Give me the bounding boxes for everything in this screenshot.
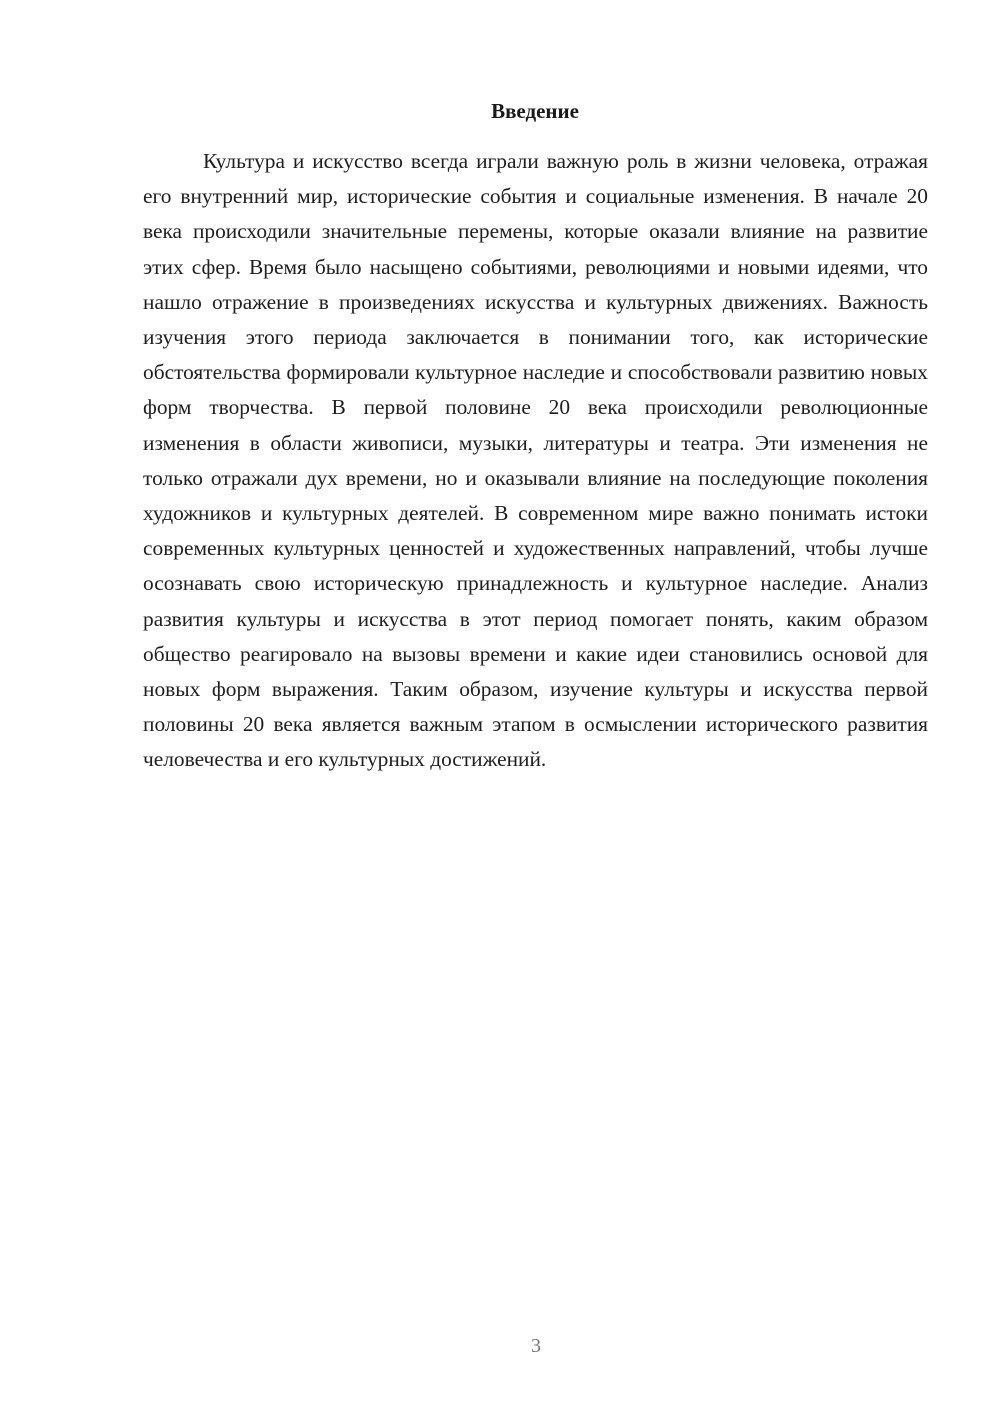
page-number: 3 xyxy=(531,1335,541,1357)
introduction-paragraph: Культура и искусство всегда играли важную роль в жизни человека, отражая его внутренний мир, исторические события и социальные изменения. В начале 20 века происходили значительные перемены, которые оказали влияние на развитие этих сфер. Время было насыщено событиями, революциями и новыми идеями, что нашло отражение в произведениях искусства и культурных движениях. Важность изучения этого периода заключается в понимании того, как исторические обстоятельства формировали культурное наследие и способствовали развитию новых форм творчества. В первой половине 20 века происходили революционные изменения в области живописи, музыки, литературы и театра. Эти изменения не только отражали дух времени, но и оказывали влияние на последующие поколения художников и культурных деятелей. В современном мире важно понимать истоки современных культурных ценностей и художественных направлений, чтобы лучше осознавать свою историческую принадлежность и культурное наследие. Анализ развития культуры и искусства в этот период помогает понять, каким образом общество реагировало на вызовы времени и какие идеи становились основой для новых форм выражения. Таким образом, изучение культуры и искусства первой половины 20 века является важным этапом в осмыслении исторического развития человечества и его культурных достижений. xyxy=(143,149,928,772)
page-title: Введение xyxy=(491,99,579,123)
